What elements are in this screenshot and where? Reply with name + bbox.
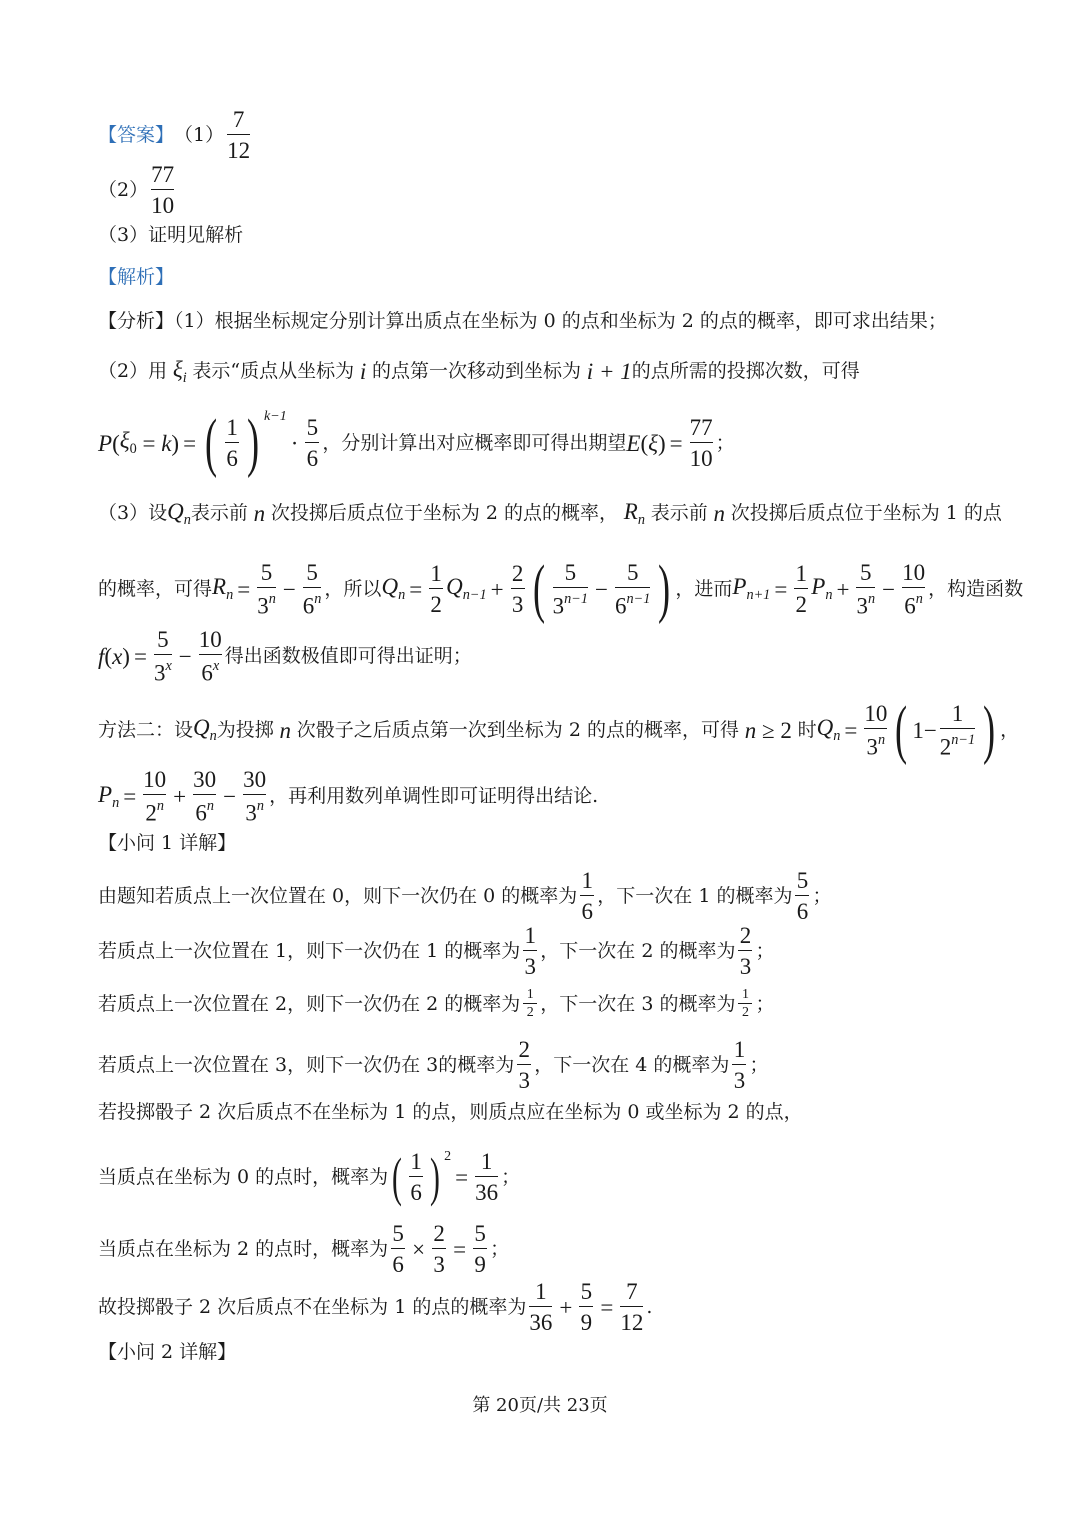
q1-line-7: 当质点在坐标为 2 的点时，概率为 5 6 × 2 3 = 5 9 ；	[98, 1221, 510, 1277]
answer-line-1	[98, 108, 253, 162]
q1-line-4: 若质点上一次位置在 3，则下一次仍在 3的概率为 2 3 ，下一次在 4 的概率为 1 3 ；	[98, 1037, 769, 1093]
analysis-line-5: 的概率，可得 $R_n$ = 5 3$^n$ − 5 6$^n$ ，所以 $Q_n$ = 1 2 $Q_{n-1}$ + 2 3 ( 5 $3^{n-1}$ − 5 $6^{n-1}$ ) ，进而 $P_{n+1}$ = 1 2 $P_n$ + 5 3$^n$ − 10 6$^n$ ，构造函数	[98, 552, 1024, 625]
analysis-line-4: （3）设 $Q_n$ 表示前 n 次投掷后质点位于坐标为 2 的点的概率， $R_n$ 表示前 n 次投掷后质点位于坐标为 1 的点	[98, 499, 1002, 528]
q1-line-3: 若质点上一次位置在 2，则下一次仍在 2 的概率为 1 2 ，下一次在 3 的概率为 1 2 ；	[98, 987, 775, 1020]
q1-title: 【小问 1 详解】	[98, 832, 237, 854]
q1-line-8: 故投掷骰子 2 次后质点不在坐标为 1 的点的概率为 1 36 + 5 9 = 7 12 .	[98, 1279, 653, 1335]
answer-part1-fraction: 7 12	[227, 107, 251, 163]
analysis-line-1: 【分析】（1）根据坐标规定分别计算出质点在坐标为 0 的点和坐标为 2 的点的概率，即可求出结果；	[98, 310, 947, 332]
analysis-line-3: P ( $\xi_0$ = k ) = ( 1 6 ) k−1 · 5 6 ，分别计算出对应概率即可得出期望 E ( ξ ) = 77 10 ；	[98, 406, 735, 479]
answer-part2-fraction: 77 10	[151, 162, 175, 218]
q2-title: 【小问 2 详解】	[98, 1341, 237, 1363]
q1-line-6: 当质点在坐标为 0 的点时，概率为 ( 1 6 ) 2 = 1 36 ；	[98, 1147, 521, 1207]
answer-line-2	[98, 163, 177, 217]
analysis-line-2: （2）用 $\xi_i$ 表示“质点从坐标为 i 的点第一次移动到坐标为 i + 1 的点所需的投掷次数，可得	[98, 357, 860, 386]
q1-line-5: 若投掷骰子 2 次后质点不在坐标为 1 的点，则质点应在坐标为 0 或坐标为 2 的点，	[98, 1101, 803, 1123]
analysis-tag: 【解析】	[98, 266, 175, 288]
answer-part1-label: （1）	[174, 123, 225, 146]
analysis-line-8: $P_n$ = 10 2$^n$ + 30 6$^n$ − 30 3$^n$ ，再利用数列单调性即可证明得出结论.	[98, 767, 599, 826]
q1-line-2: 若质点上一次位置在 1，则下一次仍在 1 的概率为 1 3 ，下一次在 2 的概率为 2 3 ；	[98, 923, 775, 979]
analysis-line-7: 方法二：设 $Q_n$ 为投掷 n 次骰子之后质点第一次到坐标为 2 的点的概率，可得 n ≥ 2 时 $Q_n$ = 10 3$^n$ ( 1− 1 $2^{n-1}$ ) ，	[98, 693, 1020, 766]
answer-part2-label: （2）	[98, 178, 149, 201]
page-footer: 第 20页/共 23页	[472, 1395, 608, 1416]
answer-tag: 【答案】	[98, 123, 175, 146]
answer-part3: （3）证明见解析	[98, 224, 244, 246]
analysis-line-6: f ( x ) = 5 3$^x$ − 10 6$^x$ 得出函数极值即可得出证明；	[98, 627, 472, 686]
q1-line-1: 由题知若质点上一次位置在 0，则下一次仍在 0 的概率为 1 6 ，下一次在 1 的概率为 5 6 ；	[98, 868, 832, 924]
